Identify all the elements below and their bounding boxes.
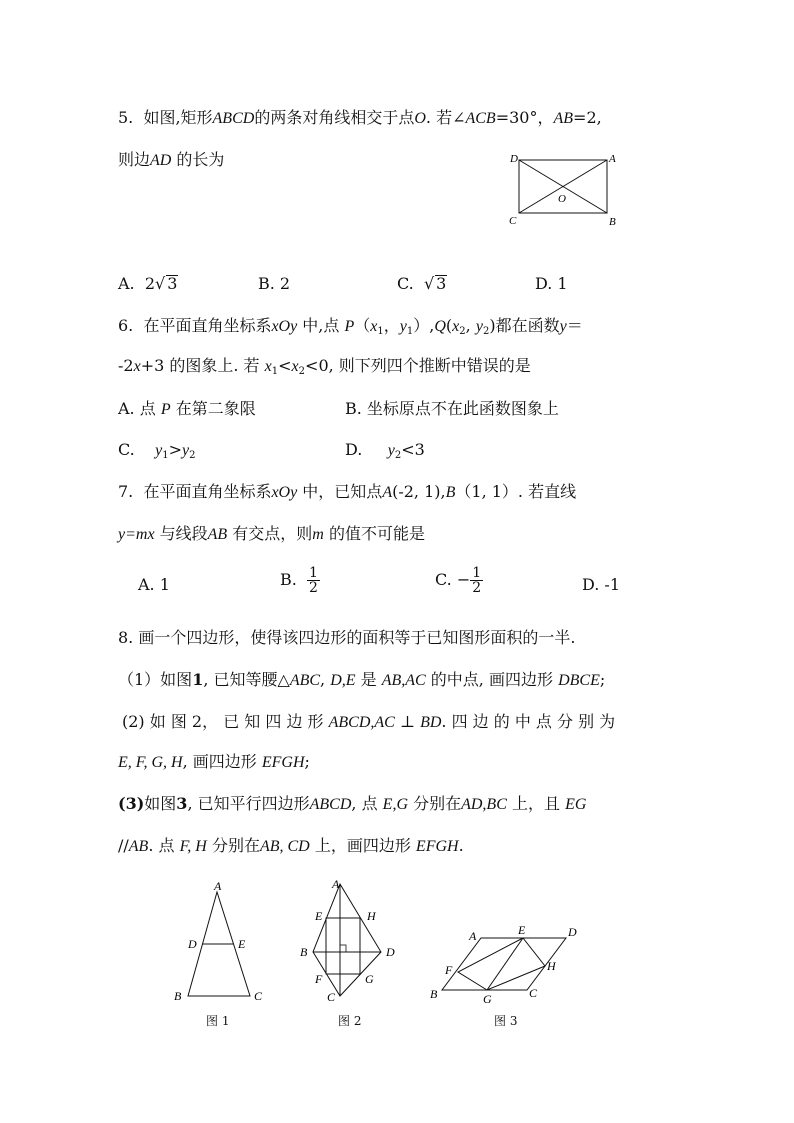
figure-2-quadrilateral: [295, 876, 405, 1006]
fig2-label-a: A: [332, 877, 340, 891]
fig3-label-a: A: [469, 929, 477, 943]
figure-1-triangle: [168, 880, 278, 1010]
fig5-label-d: D: [510, 153, 518, 165]
fig2-label-e: E: [315, 909, 323, 923]
q7-option-a: A. 1: [138, 575, 170, 594]
q8-title: 8. 画一个四边形，使得该四边形的面积等于已知图形面积的一半.: [118, 628, 576, 647]
figure-2-caption: 图 2: [338, 1014, 362, 1028]
fig5-label-a: A: [609, 153, 616, 165]
q5-option-c: C. √ 3: [397, 274, 447, 293]
fig3-label-h: H: [547, 959, 556, 973]
q5-option-d: D. 1: [535, 274, 568, 293]
q8-part3-line1: (3)如图3, 已知平行四边形ABCD, 点 E,G 分别在AD,BC 上，且 EG: [118, 794, 587, 813]
q7-line1: 7. 在平面直角坐标系xOy 中，已知点A(-2, 1),B（1, 1）. 若直线: [118, 482, 577, 501]
q6-option-a: A. 点 P 在第二象限: [118, 399, 256, 418]
q5-option-a: A. 2√ 3: [118, 274, 178, 293]
fig1-label-c: C: [254, 989, 263, 1003]
q6-option-d: D. $y_2<3$: [345, 440, 425, 461]
figure-1-caption: 图 1: [206, 1014, 230, 1028]
q8-part2-line2: E, F, G, H, 画四边形 EFGH;: [118, 752, 310, 771]
fig3-label-e: E: [518, 923, 526, 937]
fig1-label-e: E: [238, 937, 246, 951]
fig3-label-d: D: [568, 925, 577, 939]
fig3-label-g: G: [483, 992, 492, 1006]
q5-line1: 5. 如图,矩形ABCD的两条对角线相交于点O. 若∠ACB=30°，AB=2,: [118, 108, 602, 127]
sqrt-icon: √: [155, 274, 166, 293]
figure-3-parallelogram: [425, 920, 595, 1010]
fig5-label-o: O: [558, 193, 566, 205]
q7-option-c: C. − $\frac{1}{2}$: [435, 565, 482, 596]
q5-rectangle-figure: [505, 148, 625, 230]
q7-line2: y=mx 与线段AB 有交点，则m 的值不可能是: [118, 524, 425, 543]
fig2-label-d: D: [386, 945, 395, 959]
fig3-label-f: F: [445, 963, 453, 977]
q8-part1: （1）如图1, 已知等腰△ABC, D,E 是 AB,AC 的中点, 画四边形 DBCE;: [118, 670, 606, 689]
fig2-label-g: G: [365, 972, 374, 986]
q7-option-d: D. -1: [582, 575, 621, 594]
fig5-label-c: C: [509, 215, 517, 227]
fig3-label-c: C: [529, 986, 538, 1000]
fig3-label-b: B: [430, 987, 438, 1001]
sqrt-icon: √: [423, 274, 435, 293]
q8-part2-line1: (2) 如 图 2， 已 知 四 边 形 ABCD,AC ⊥ BD. 四 边 的 中 点 分 别 为: [122, 712, 616, 731]
fig1-label-b: B: [174, 989, 182, 1003]
q6-line1: 6. 在平面直角坐标系xOy 中,点 $P(x_1$，$y_1),Q(x_2$, $y_2$)都在函数y＝: [118, 316, 583, 337]
fig2-label-c: C: [327, 990, 336, 1004]
fig2-label-b: B: [300, 945, 308, 959]
fig5-label-b: B: [609, 216, 616, 228]
q6-line2: -2x+3 的图象上. 若 $x_1<x_2<0$, 则下列四个推断中错误的是: [118, 356, 531, 377]
q6-option-b: B. 坐标原点不在此函数图象上: [345, 399, 559, 418]
fig2-label-f: F: [315, 972, 323, 986]
q7-option-b: B. $\frac{1}{2}$: [280, 565, 318, 596]
q6-option-c: C. $y_1>y_2$: [118, 440, 196, 461]
fig1-label-a: A: [214, 880, 222, 893]
q8-part3-line2: //AB. 点 F, H 分别在AB, CD 上，画四边形 EFGH.: [118, 836, 464, 855]
figure-3-caption: 图 3: [494, 1014, 518, 1028]
q5-option-b: B. 2: [258, 274, 291, 293]
fig1-label-d: D: [188, 937, 197, 951]
fig2-label-h: H: [367, 909, 376, 923]
q5-line2: 则边AD 的长为: [118, 150, 225, 169]
